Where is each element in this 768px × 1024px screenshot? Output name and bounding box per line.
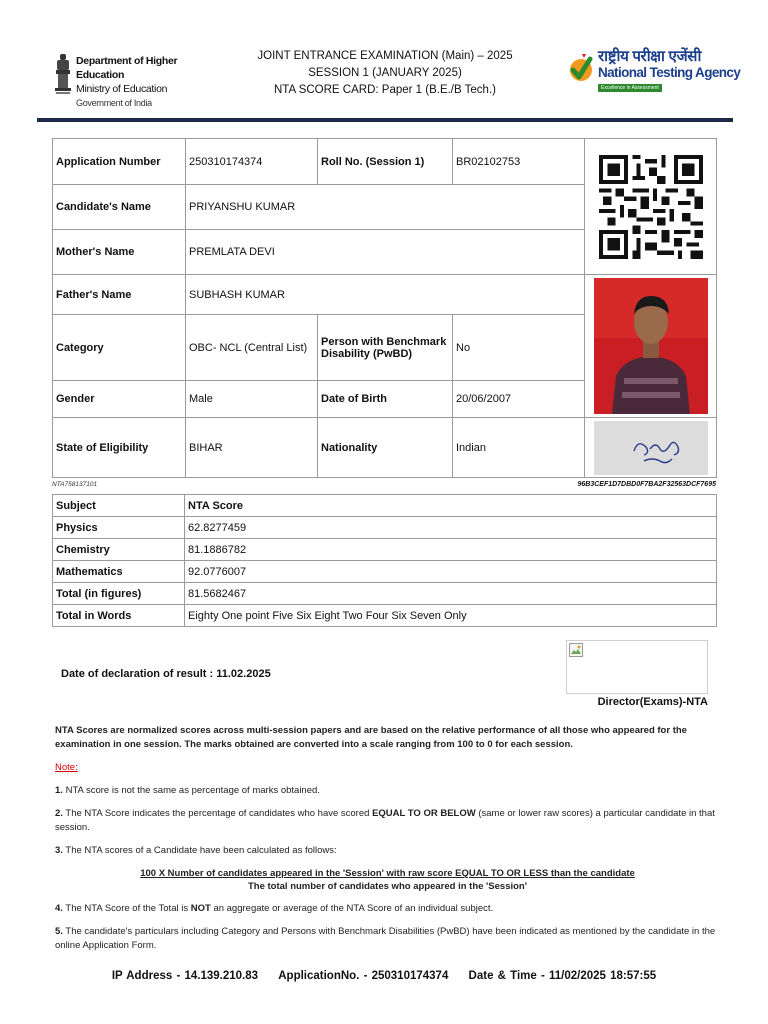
- table-row: [53, 583, 717, 605]
- total-words-label: Total in Words: [53, 605, 185, 627]
- subject-name: Chemistry: [53, 539, 185, 561]
- table-row: [53, 275, 717, 315]
- category-value: OBC- NCL (Central List): [186, 315, 318, 381]
- signature-cell: [585, 418, 717, 478]
- nta-tick-icon: [568, 50, 594, 86]
- mother-name-label: Mother's Name: [53, 230, 186, 275]
- table-row: [53, 605, 717, 627]
- total-figures-value: 81.5682467: [185, 583, 717, 605]
- nta-logo: [568, 46, 741, 96]
- formula-numerator: 100 X Number of candidates appeared in the 'Session' with raw score EQUAL TO OR LESS than the candidate: [140, 868, 635, 879]
- note-text: The NTA Score indicates the percentage of candidates who have scored: [65, 808, 370, 819]
- subject-name: Physics: [53, 517, 185, 539]
- footer-datetime: Date & Time - 11/02/2025 18:57:55: [468, 970, 657, 982]
- nta-hindi-name: राष्ट्रीय परीक्षा एजेंसी: [598, 48, 702, 65]
- verification-hash: 96B3CEF1D7DBD0F7BA2F32563DCF7695: [577, 481, 716, 488]
- note-number: 4.: [55, 903, 63, 914]
- application-number-label: Application Number: [53, 139, 186, 185]
- total-words-value: Eighty One point Five Six Eight Two Four Six Seven Only: [185, 605, 717, 627]
- note-item: [55, 844, 720, 858]
- notes-section: [55, 724, 720, 953]
- broken-image-icon: [569, 643, 583, 657]
- qr-code-icon: [599, 155, 703, 259]
- dob-label: Date of Birth: [318, 381, 453, 418]
- note-text: The candidate's particulars including Category and Persons with Benchmark Disabilities (PwBD) have been indicated as mentioned by the candidate in the online Application Form.: [55, 926, 716, 951]
- state-value: BIHAR: [186, 418, 318, 478]
- roll-no-value: BR02102753: [453, 139, 585, 185]
- note-text: NTA score is not the same as percentage of marks obtained.: [65, 785, 320, 796]
- note-number: 1.: [55, 785, 63, 796]
- note-item: [55, 784, 720, 798]
- note-emphasis: NOT: [190, 903, 211, 914]
- director-title: Director(Exams)-NTA: [597, 696, 708, 708]
- page-footer: [0, 970, 768, 982]
- state-label: State of Eligibility: [53, 418, 186, 478]
- score-header: NTA Score: [185, 495, 717, 517]
- government-name: Government of India: [76, 98, 152, 108]
- ministry-name: Ministry of Education: [76, 83, 168, 95]
- subject-header: Subject: [53, 495, 185, 517]
- table-row: [53, 139, 717, 185]
- table-row: [53, 418, 717, 478]
- formula-denominator: The total number of candidates who appeared in the 'Session': [247, 881, 527, 892]
- note-text: an aggregate or average of the NTA Score of an individual subject.: [213, 903, 494, 914]
- nta-english-name: National Testing Agency: [598, 65, 741, 80]
- candidate-details-table: [52, 138, 717, 478]
- gender-label: Gender: [53, 381, 186, 418]
- nta-score-formula: [55, 867, 720, 893]
- father-name-value: SUBHASH KUMAR: [186, 275, 585, 315]
- mother-name-value: PREMLATA DEVI: [186, 230, 585, 275]
- candidate-name-label: Candidate's Name: [53, 185, 186, 230]
- total-figures-label: Total (in figures): [53, 583, 185, 605]
- application-number-value: 250310174374: [186, 139, 318, 185]
- exam-title-line1: JOINT ENTRANCE EXAMINATION (Main) – 2025: [257, 50, 513, 62]
- note-number: 5.: [55, 926, 63, 937]
- note-text: (same or lower raw scores) a particular candidate in that session.: [55, 808, 715, 833]
- subject-score: 62.8277459: [185, 517, 717, 539]
- table-row: [53, 561, 717, 583]
- exam-title: [230, 48, 540, 99]
- nationality-label: Nationality: [318, 418, 453, 478]
- category-label: Category: [53, 315, 186, 381]
- gender-value: Male: [186, 381, 318, 418]
- page-header: [0, 0, 768, 120]
- score-table: [52, 494, 717, 627]
- dob-value: 20/06/2007: [453, 381, 585, 418]
- national-emblem-icon: [54, 52, 72, 96]
- exam-title-line3: NTA SCORE CARD: Paper 1 (B.E./B Tech.): [274, 84, 496, 96]
- subject-score: 92.0776007: [185, 561, 717, 583]
- pwbd-value: No: [453, 315, 585, 381]
- father-name-label: Father's Name: [53, 275, 186, 315]
- note-item: [55, 925, 720, 953]
- pwbd-label: Person with Benchmark Disability (PwBD): [318, 315, 453, 381]
- normalization-intro: NTA Scores are normalized scores across multi-session papers and are based on the relative performance of all those who appeared for the examination in one session. The marks obtained are converted into a scale ranging from 100 to 0 for each session.: [55, 725, 687, 750]
- subject-name: Mathematics: [53, 561, 185, 583]
- note-text: The NTA Score of the Total is: [65, 903, 189, 914]
- nta-tagline: Excellence in Assessment: [598, 84, 662, 92]
- candidate-photo: [594, 278, 708, 414]
- result-declaration-date: Date of declaration of result : 11.02.2025: [61, 668, 271, 680]
- table-row: [53, 539, 717, 561]
- dept-name: Department of Higher Education: [76, 55, 178, 81]
- photo-cell: [585, 275, 717, 418]
- note-number: 2.: [55, 808, 63, 819]
- table-row: [53, 495, 717, 517]
- nta-reference-code: NTA758137101: [52, 481, 98, 488]
- note-item: [55, 807, 720, 835]
- qr-code-cell: [585, 139, 717, 275]
- nationality-value: Indian: [453, 418, 585, 478]
- exam-title-line2: SESSION 1 (JANUARY 2025): [308, 67, 462, 79]
- director-signature-image: [566, 640, 708, 694]
- candidate-signature: [594, 421, 708, 475]
- roll-no-label: Roll No. (Session 1): [318, 139, 453, 185]
- subject-score: 81.1886782: [185, 539, 717, 561]
- note-text: The NTA scores of a Candidate have been calculated as follows:: [65, 845, 337, 856]
- note-heading: Note:: [55, 762, 78, 773]
- ministry-logo: [54, 52, 204, 108]
- header-divider: [37, 118, 733, 122]
- note-item: [55, 902, 720, 916]
- candidate-name-value: PRIYANSHU KUMAR: [186, 185, 585, 230]
- ip-address: IP Address - 14.139.210.83: [111, 970, 259, 982]
- note-emphasis: EQUAL TO OR BELOW: [372, 808, 476, 819]
- footer-application-number: ApplicationNo. - 250310174374: [278, 970, 449, 982]
- table-row: [53, 517, 717, 539]
- note-number: 3.: [55, 845, 63, 856]
